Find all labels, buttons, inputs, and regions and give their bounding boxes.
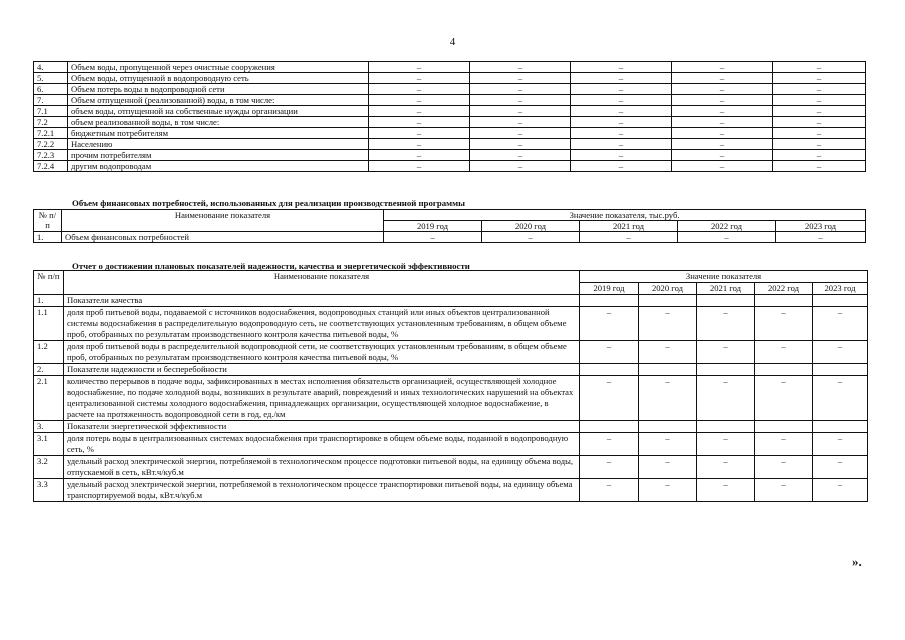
value-cell: – [384, 232, 482, 243]
section-row [34, 364, 868, 376]
value-cell: – [813, 456, 868, 479]
value-cell: – [571, 117, 672, 128]
empty-cell [755, 421, 813, 433]
row-number: 7.2.3 [34, 150, 68, 161]
value-cell: – [755, 376, 813, 421]
table-row [34, 433, 868, 456]
row-name: другим водопроводам [68, 161, 369, 172]
value-cell: – [470, 150, 571, 161]
value-cell: – [639, 456, 697, 479]
col-num-header: № п/п [34, 210, 62, 232]
value-cell: – [639, 479, 697, 502]
closing-quote-mark: ». [852, 554, 862, 569]
row-name: объем реализованной воды, в том числе: [68, 117, 369, 128]
row-number: 1. [34, 295, 64, 307]
value-cell: – [470, 128, 571, 139]
value-cell: – [755, 433, 813, 456]
table-row [34, 376, 868, 421]
empty-cell [813, 421, 868, 433]
row-name: Объем воды, пропущенной через очистные сооружения [68, 62, 369, 73]
year-header: 2023 год [776, 221, 866, 232]
year-header: 2022 год [755, 283, 813, 295]
value-cell: – [672, 106, 773, 117]
year-header: 2019 год [384, 221, 482, 232]
table-row [34, 232, 866, 243]
empty-cell [580, 421, 639, 433]
indicators-table [33, 270, 868, 502]
value-cell: – [369, 161, 470, 172]
year-header: 2022 год [678, 221, 776, 232]
value-cell: – [672, 150, 773, 161]
row-number: 4. [34, 62, 68, 73]
water-balance-table [33, 61, 866, 172]
col-value-header: Значение показателя [580, 271, 868, 283]
year-header: 2021 год [697, 283, 755, 295]
row-number: 1.1 [34, 307, 64, 341]
value-cell: – [773, 62, 866, 73]
year-header: 2023 год [813, 283, 868, 295]
row-number: 7.2.2 [34, 139, 68, 150]
value-cell: – [773, 95, 866, 106]
value-cell: – [672, 139, 773, 150]
value-cell: – [580, 341, 639, 364]
empty-cell [813, 364, 868, 376]
row-name: бюджетным потребителям [68, 128, 369, 139]
empty-cell [639, 295, 697, 307]
value-cell: – [571, 73, 672, 84]
value-cell: – [697, 307, 755, 341]
row-number: 3.3 [34, 479, 64, 502]
value-cell: – [672, 73, 773, 84]
value-cell: – [773, 106, 866, 117]
value-cell: – [571, 139, 672, 150]
value-cell: – [470, 139, 571, 150]
value-cell: – [470, 73, 571, 84]
year-header: 2020 год [639, 283, 697, 295]
empty-cell [697, 295, 755, 307]
row-name: доля проб питьевой воды, подаваемой с источников водоснабжения, водопроводных станций или иных объектов централизованной системы водоснабжения в распределительную водопроводную сеть, не соответствующих установленным требованиям, в общем объеме проб, отобранных по результатам производственного контроля качества питьевой воды, % [64, 307, 580, 341]
value-cell: – [639, 433, 697, 456]
empty-cell [580, 295, 639, 307]
section-row [34, 421, 868, 433]
value-cell: – [813, 307, 868, 341]
value-cell: – [369, 117, 470, 128]
row-number: 3. [34, 421, 64, 433]
year-header: 2020 год [482, 221, 580, 232]
value-cell: – [571, 106, 672, 117]
value-cell: – [639, 341, 697, 364]
row-number: 1.2 [34, 341, 64, 364]
table-row [34, 128, 866, 139]
row-number: 6. [34, 84, 68, 95]
row-name: удельный расход электрической энергии, потребляемой в технологическом процессе транспортировки питьевой воды, на единицу объема транспортируемой воды, кВт.ч/куб.м [64, 479, 580, 502]
value-cell: – [580, 376, 639, 421]
row-number: 7.2 [34, 117, 68, 128]
row-name: количество перерывов в подаче воды, зафиксированных в местах исполнения обязательств организацией, осуществляющей холодное водоснабжение, по подаче холодной воды, возникших в результате аварий, повреждений и иных технологических нарушений на объектах централизованной системы холодного водоснабжения, принадлежащих организации, осуществляющей холодное водоснабжение, в расчете на протяженность водопроводной сети в год, ед./км [64, 376, 580, 421]
value-cell: – [773, 84, 866, 95]
value-cell: – [755, 456, 813, 479]
section-row [34, 295, 868, 307]
empty-cell [639, 364, 697, 376]
value-cell: – [813, 479, 868, 502]
row-name: Населению [68, 139, 369, 150]
value-cell: – [697, 433, 755, 456]
row-name: Объем потерь воды в водопроводной сети [68, 84, 369, 95]
value-cell: – [369, 139, 470, 150]
value-cell: – [571, 161, 672, 172]
value-cell: – [672, 84, 773, 95]
col-name-header: Наименование показателя [64, 271, 580, 295]
table-row [34, 106, 866, 117]
value-cell: – [369, 150, 470, 161]
section-title: Показатели надежности и бесперебойности [64, 364, 580, 376]
table-row [34, 139, 866, 150]
value-cell: – [571, 84, 672, 95]
value-cell: – [482, 232, 580, 243]
value-cell: – [773, 117, 866, 128]
value-cell: – [470, 117, 571, 128]
value-cell: – [470, 62, 571, 73]
row-name: Объем воды, отпущенной в водопроводную сеть [68, 73, 369, 84]
row-name: объем воды, отпущенной на собственные нужды организации [68, 106, 369, 117]
empty-cell [813, 295, 868, 307]
page-number: 4 [449, 36, 456, 48]
value-cell: – [580, 479, 639, 502]
col-value-header: Значение показателя, тыс.руб. [384, 210, 866, 221]
value-cell: – [697, 341, 755, 364]
section-title: Показатели энергетической эффективности [64, 421, 580, 433]
value-cell: – [697, 456, 755, 479]
row-number: 7. [34, 95, 68, 106]
row-number: 3.2 [34, 456, 64, 479]
value-cell: – [571, 62, 672, 73]
value-cell: – [697, 479, 755, 502]
indicators-table-caption: Отчет о достижении плановых показателей надежности, качества и энергетической эффективности [72, 261, 470, 271]
table-row [34, 73, 866, 84]
row-name: прочим потребителям [68, 150, 369, 161]
value-cell: – [580, 232, 678, 243]
row-name: доля потерь воды в централизованных системах водоснабжения при транспортировке в общем объеме воды, поданной в водопроводную сеть, % [64, 433, 580, 456]
row-number: 5. [34, 73, 68, 84]
value-cell: – [672, 128, 773, 139]
value-cell: – [813, 376, 868, 421]
table-row [34, 150, 866, 161]
value-cell: – [369, 106, 470, 117]
row-number: 7.2.1 [34, 128, 68, 139]
value-cell: – [639, 307, 697, 341]
table-row [34, 84, 866, 95]
row-name: доля проб питьевой воды в распределительной водопроводной сети, не соответствующих установленным требованиям, в общем объеме проб, отобранных по результатам производственного контроля качества питьевой воды, % [64, 341, 580, 364]
value-cell: – [571, 95, 672, 106]
row-number: 7.2.4 [34, 161, 68, 172]
row-number: 2.1 [34, 376, 64, 421]
value-cell: – [580, 307, 639, 341]
value-cell: – [639, 376, 697, 421]
table-row [34, 456, 868, 479]
value-cell: – [672, 62, 773, 73]
table-row [34, 161, 866, 172]
table-row [34, 341, 868, 364]
value-cell: – [755, 479, 813, 502]
value-cell: – [580, 456, 639, 479]
empty-cell [639, 421, 697, 433]
value-cell: – [773, 128, 866, 139]
empty-cell [755, 364, 813, 376]
value-cell: – [369, 84, 470, 95]
section-title: Показатели качества [64, 295, 580, 307]
row-number: 2. [34, 364, 64, 376]
year-header: 2021 год [580, 221, 678, 232]
financial-needs-table [33, 209, 866, 243]
empty-cell [580, 364, 639, 376]
value-cell: – [773, 73, 866, 84]
row-name: Объем отпущенной (реализованной) воды, в том числе: [68, 95, 369, 106]
value-cell: – [813, 433, 868, 456]
value-cell: – [369, 73, 470, 84]
col-name-header: Наименование показателя [62, 210, 384, 232]
value-cell: – [813, 341, 868, 364]
empty-cell [755, 295, 813, 307]
value-cell: – [470, 95, 571, 106]
value-cell: – [369, 62, 470, 73]
empty-cell [697, 364, 755, 376]
value-cell: – [773, 161, 866, 172]
col-num-header: № п/п [34, 271, 64, 295]
value-cell: – [580, 433, 639, 456]
value-cell: – [369, 128, 470, 139]
row-number: 3.1 [34, 433, 64, 456]
empty-cell [697, 421, 755, 433]
value-cell: – [755, 307, 813, 341]
table-row [34, 117, 866, 128]
row-number: 7.1 [34, 106, 68, 117]
value-cell: – [773, 150, 866, 161]
value-cell: – [678, 232, 776, 243]
value-cell: – [755, 341, 813, 364]
value-cell: – [773, 139, 866, 150]
table-row [34, 307, 868, 341]
value-cell: – [470, 84, 571, 95]
value-cell: – [571, 128, 672, 139]
row-name: Объем финансовых потребностей [62, 232, 384, 243]
financial-table-caption: Объем финансовых потребностей, использованных для реализации производственной программы [72, 198, 465, 208]
value-cell: – [369, 95, 470, 106]
value-cell: – [672, 117, 773, 128]
row-name: удельный расход электрической энергии, потребляемой в технологическом процессе подготовки питьевой воды, на единицу объема воды, отпускаемой в сеть, кВт.ч/куб.м [64, 456, 580, 479]
table-row [34, 62, 866, 73]
value-cell: – [672, 95, 773, 106]
table-row [34, 479, 868, 502]
value-cell: – [672, 161, 773, 172]
row-number: 1. [34, 232, 62, 243]
year-header: 2019 год [580, 283, 639, 295]
value-cell: – [776, 232, 866, 243]
value-cell: – [697, 376, 755, 421]
value-cell: – [470, 106, 571, 117]
value-cell: – [470, 161, 571, 172]
value-cell: – [571, 150, 672, 161]
table-row [34, 95, 866, 106]
